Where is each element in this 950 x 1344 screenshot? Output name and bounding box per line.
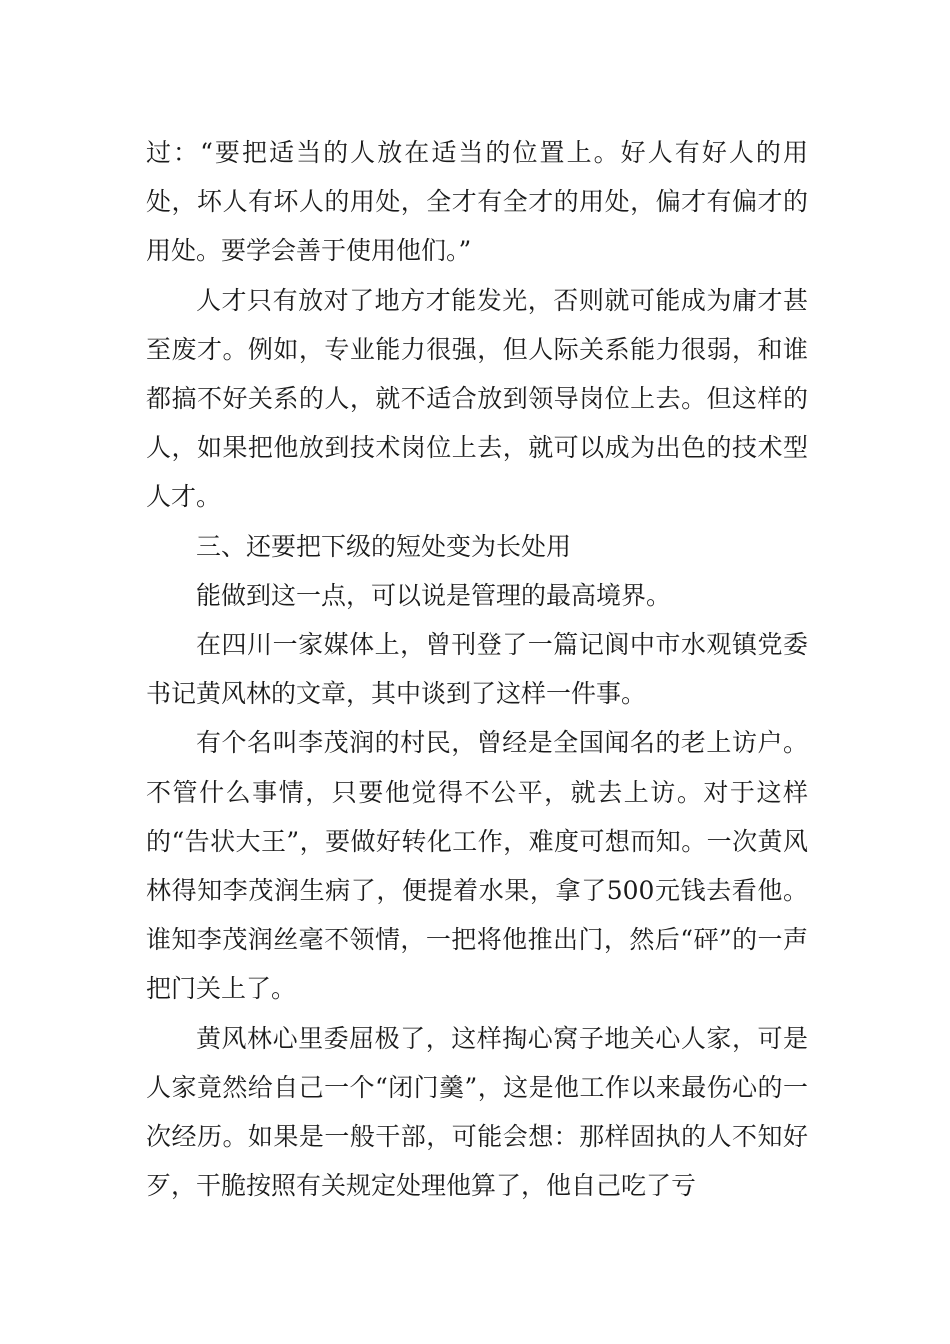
- document-body: [146, 128, 808, 1210]
- paragraph-quote-end: 过：“要把适当的人放在适当的位置上。好人有好人的用处，坏人有坏人的用处，全才有全才的用处，偏才有偏才的用处。要学会善于使用他们。”: [146, 138, 808, 266]
- paragraph-media-report: 在四川一家媒体上，曾刊登了一篇记阆中市水观镇党委书记黄风林的文章，其中谈到了这样一件事。: [146, 630, 808, 709]
- paragraph-petitioner-story: 有个名叫李茂润的村民，曾经是全国闻名的老上访户。不管什么事情，只要他觉得不公平，就去上访。对于这样的“告状大王”，要做好转化工作，难度可想而知。一次黄风林得知李茂润生病了，便提着水果，拿了500元钱去看他。谁知李茂润丝毫不领情，一把将他推出门，然后“砰”的一声把门关上了。: [146, 728, 808, 1004]
- paragraph-closed-door: 黄风林心里委屈极了，这样掏心窝子地关心人家，可是人家竟然给自己一个“闭门羹”，这是他工作以来最伤心的一次经历。如果是一般干部，可能会想：那样固执的人不知好歹，干脆按照有关规定处理他算了，他自己吃了亏: [146, 1023, 808, 1201]
- paragraph-highest-realm: 能做到这一点，可以说是管理的最高境界。: [196, 580, 672, 610]
- paragraph-talent-placement: 人才只有放对了地方才能发光，否则就可能成为庸才甚至废才。例如，专业能力很强，但人际关系能力很弱，和谁都搞不好关系的人，就不适合放到领导岗位上去。但这样的人，如果把他放到技术岗位上去，就可以成为出色的技术型人才。: [146, 285, 808, 512]
- section-heading-three: 三、还要把下级的短处变为长处用: [196, 531, 572, 561]
